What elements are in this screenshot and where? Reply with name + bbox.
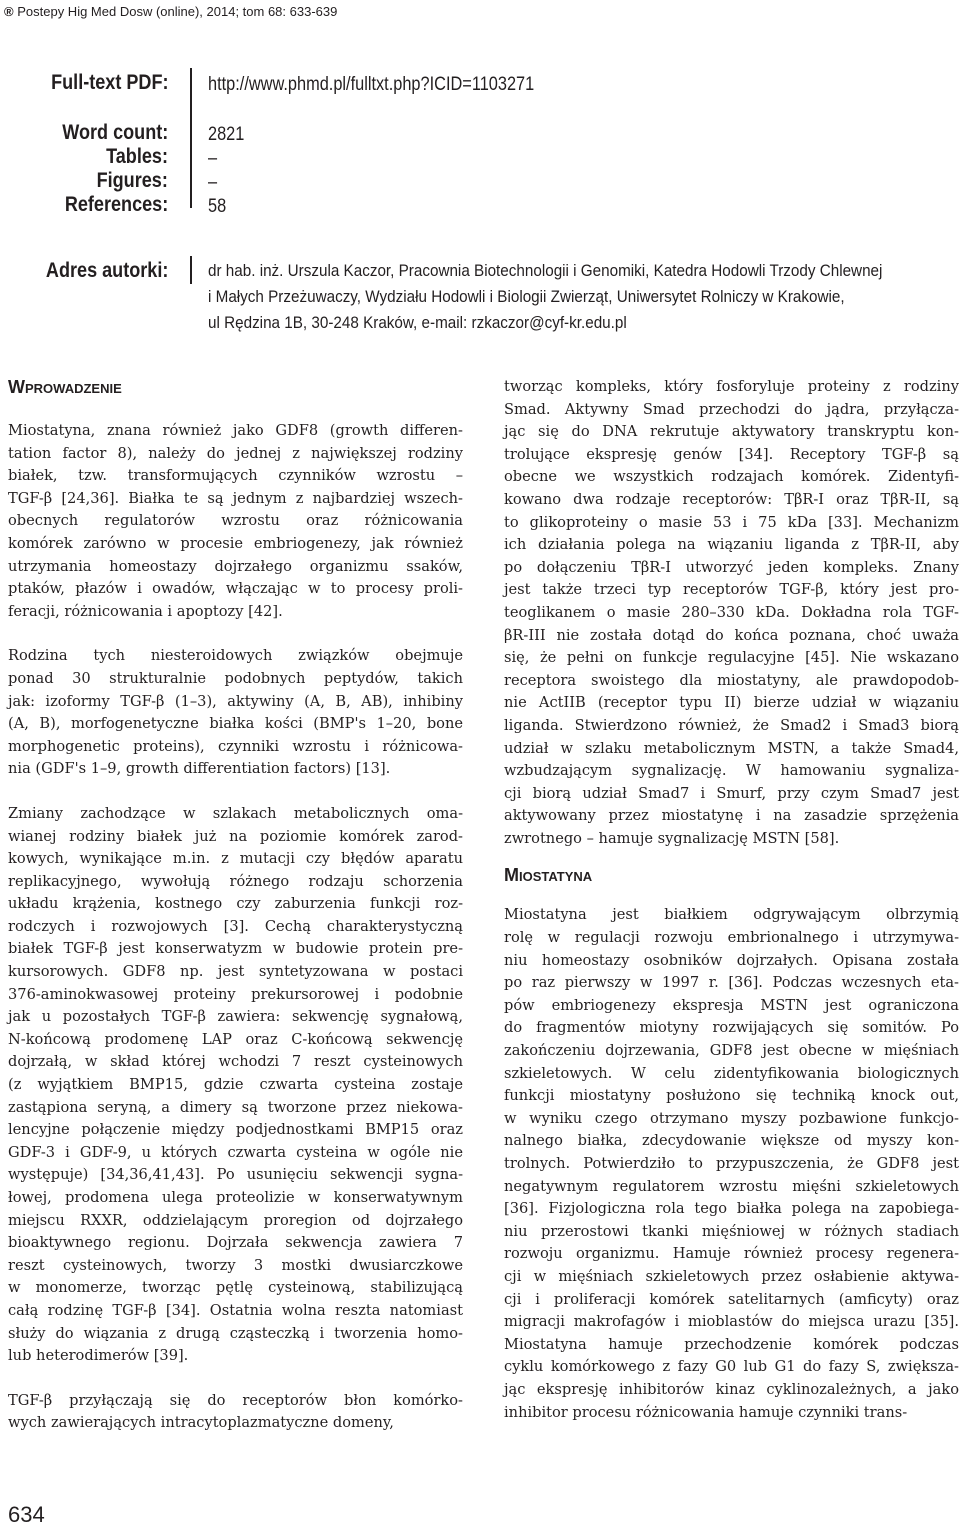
- text-line: Miostatyna jest białkiem odgrywającym olbrzymią: [504, 906, 959, 924]
- text-line: N-końcową prodomenę LAP oraz C-końcową sekwencję: [8, 1030, 463, 1048]
- section-heading-introduction: Wprowadzenie: [8, 377, 122, 397]
- text-line: kowano dwa rodzaje receptorów: TβR-I oraz TβR-II, są: [504, 490, 959, 508]
- address-divider: [190, 256, 192, 284]
- address-label: Adres autorki:: [45, 259, 168, 282]
- text-line: służy do wiązania z drugą cząsteczką i tworzenia homo-: [8, 1324, 463, 1342]
- text-line: trolnych. Potwierdziło to przypuszczenia, że GDF8 jest: [504, 1155, 959, 1172]
- journal-citation: Postepy Hig Med Dosw (online), 2014; tom 68: 633-639: [17, 4, 338, 19]
- left-column: [8, 376, 463, 1435]
- paragraph: [8, 803, 463, 1368]
- references-value: 58: [208, 196, 227, 217]
- references-label: References:: [64, 193, 168, 216]
- text-line: Smad. Aktywny Smad przechodzi do jądra, przyłącza-: [504, 400, 959, 418]
- paragraph: [504, 376, 959, 850]
- text-line: TGF-β [24,36]. Białka te są jednym z najbardziej wszech-: [8, 489, 463, 507]
- figures-value: –: [208, 172, 218, 193]
- registered-logo-icon: ®: [4, 4, 14, 19]
- address-line: i Małych Przeżuwaczy, Wydziału Hodowli i Biologii Zwierząt, Uniwersytet Rolniczy w Krakowie,: [208, 288, 845, 306]
- text-line: [36]. Fizjologiczna rola tego białka polega na zapobiega-: [504, 1200, 959, 1218]
- text-line: funkcji miostatyny posłużono się techniką knock out,: [504, 1087, 959, 1105]
- paragraph: [8, 420, 463, 623]
- text-line: 376-aminokwasowej proteiny prekursorowej i podobnie: [8, 985, 463, 1003]
- tables-label: Tables:: [106, 145, 168, 168]
- text-line: kowych, wynikające m.in. z mutacji czy błędów aparatu: [8, 850, 463, 868]
- page-number: 634: [8, 1502, 45, 1527]
- paragraph: [504, 904, 959, 1424]
- text-line: rozwoju organizmu. Hamuje również procesy regenera-: [504, 1245, 959, 1263]
- text-line: nia (GDF's 1–9, growth differentiation factors) [13].: [8, 760, 391, 778]
- text-line: Miostatyna, znana również jako GDF8 (growth differen-: [8, 422, 463, 439]
- text-line: morphogenetic proteins), czynniki wzrostu i różnicowa-: [8, 737, 463, 755]
- text-line: białek TGF-β jest konserwatyzm w budowie protein pre-: [8, 940, 463, 958]
- text-line: kursorowych. GDF8 np. jest syntetyzowana w postaci: [8, 963, 463, 981]
- text-line: wzbudzającym sygnalizację. W hamowaniu sygnaliza-: [504, 762, 959, 780]
- text-line: Rodzina tych niesteroidowych związków obejmuje: [8, 647, 463, 665]
- text-line: zastąpiona seryną, a dimery są tworzone przez niekowa-: [8, 1098, 463, 1116]
- text-line: obecnych regulatorów wzrostu oraz różnicowania: [8, 512, 463, 530]
- text-line: GDF-3 i GDF-9, u których czwarta cysteina w ogóle nie: [8, 1143, 463, 1161]
- text-line: Zmiany zachodzące w szlakach metabolicznych oma-: [8, 804, 463, 822]
- text-line: lencyjne połączenie między podjednostkami BMP15 oraz: [8, 1121, 463, 1139]
- text-line: jak u pozostałych TGF-β zawiera: sekwencję sygnałową,: [8, 1008, 463, 1026]
- text-line: βR-III nie została dotąd do końca poznana, choć uważa: [504, 626, 959, 644]
- journal-header: [4, 4, 337, 19]
- paragraph: [8, 645, 463, 781]
- text-line: wych zawierających intracytoplazmatyczne domeny,: [8, 1414, 394, 1432]
- text-line: migracji makrofagów i mioblastów do miejsca urazu [35].: [504, 1313, 959, 1331]
- text-line: negatywnym regulatorem wzrostu mięśni szkieletowych: [504, 1177, 959, 1195]
- paragraph: [8, 1390, 463, 1435]
- text-line: nie ActIIB (receptor typu II) bierze udział w wiązaniu: [504, 694, 959, 712]
- text-line: cji biorą udział Smad7 i Smurf, przy czym Smad7 jest: [504, 784, 959, 802]
- text-line: bioaktywnego regionu. Dojrzała sekwencja zawiera 7: [8, 1234, 463, 1252]
- text-line: cji w mięśniach szkieletowych przez osłabienie aktywa-: [504, 1267, 959, 1285]
- text-line: w monomerze, tworząc pętlę cysteinową, stabilizującą: [8, 1279, 463, 1297]
- text-line: inhibitor procesu różnicowania hamuje czynniki trans-: [504, 1403, 908, 1421]
- text-line: wianej rodziny białek już na poziomie komórek zarod-: [8, 827, 463, 845]
- text-line: dojrzałą, w skład której wchodzi 7 reszt cysteinowych: [8, 1053, 463, 1071]
- text-line: komórek zarówno w procesie embriogenezy, jak również: [8, 534, 463, 552]
- text-line: nalnego białka, zdecydowanie większe od myszy kon-: [504, 1132, 959, 1150]
- text-line: tation factor 8), należy do jednej z największej rodziny: [8, 444, 463, 462]
- text-line: niu homeostazy osobników dojrzałych. Opisana została: [504, 951, 959, 969]
- text-line: obecne we wszystkich rodzajach komórek. Zidentyfi-: [504, 468, 959, 486]
- text-line: Miostatyna hamuje przechodzenie komórek podczas: [504, 1335, 959, 1353]
- section-heading-myostatin: Miostatyna: [504, 865, 593, 886]
- fulltext-label: Full-text PDF:: [50, 71, 168, 94]
- text-line: trolujące ekspresję genów [34]. Receptory TGF-β są: [504, 445, 959, 463]
- text-line: aktywowany przez miostatynę i na zasadzie sprzężenia: [504, 807, 959, 825]
- wordcount-value: 2821: [208, 124, 245, 145]
- text-line: receptora swoistego dla miostatyny, ale prawdopodob-: [504, 671, 959, 689]
- text-line: (A, B), morfogenetyczne białka kości (BMP's 1–20, bone: [8, 715, 463, 733]
- figures-label: Figures:: [96, 169, 168, 192]
- meta-divider: [190, 68, 192, 208]
- text-line: feracji, różnicowania i apoptozy [42].: [8, 602, 283, 620]
- text-line: po dołączeniu TβR-I utworzyć jeden kompleks. Znany: [504, 558, 959, 576]
- fulltext-link[interactable]: http://www.phmd.pl/fulltxt.php?ICID=1103271: [208, 74, 535, 95]
- text-line: po raz pierwszy w 1997 r. [36]. Podczas wczesnych eta-: [504, 974, 959, 992]
- right-column: [504, 376, 959, 1424]
- text-line: jąc się do DNA rekrutuje aktywatory transkryptu kon-: [504, 423, 959, 441]
- text-line: układu krążenia, kostnego czy zaburzenia funkcji roz-: [8, 895, 463, 913]
- text-line: lub heterodimerów [39].: [8, 1347, 189, 1365]
- text-line: białek, tzw. transformujących czynników wzrostu –: [8, 467, 463, 485]
- address-line: ul Rędzina 1B, 30-248 Kraków, e-mail: rzkaczor@cyf-kr.edu.pl: [208, 314, 627, 332]
- address-line: dr hab. inż. Urszula Kaczor, Pracownia Biotechnologii i Genomiki, Katedra Hodowli Trzody Chlewnej: [208, 262, 883, 280]
- text-line: cyklu komórkowego z fazy G0 lub G1 do fazy S, zwiększa-: [504, 1358, 959, 1376]
- text-line: jest także trzeci typ receptorów TGF-β, który jest pro-: [504, 581, 959, 599]
- text-line: to glikoproteiny o masie 53 i 75 kDa [33]. Mechanizm: [504, 513, 959, 531]
- text-line: łowej, prodomena ulega proteolizie w konserwatywnym: [8, 1189, 463, 1206]
- text-line: utrzymania homeostazy dojrzałego organizmu ssaków,: [8, 557, 463, 575]
- text-line: replikacyjnego, wywołują różnego rodzaju schorzenia: [8, 872, 463, 890]
- text-line: zakończeniu dojrzewania, GDF8 jest obecne w mięśniach: [504, 1042, 959, 1060]
- text-line: rolę w regulacji rozwoju embrionalnego i utrzymywa-: [504, 929, 959, 947]
- text-line: rodczych i rozwojowych [3]. Cechą charakterystyczną: [8, 917, 463, 935]
- wordcount-label: Word count:: [61, 121, 168, 144]
- text-line: w wyniku czego otrzymano myszy pozbawione funkcjo-: [504, 1109, 959, 1127]
- text-line: zwrotnego – hamuje sygnalizację MSTN [58].: [504, 829, 840, 847]
- text-line: się, że pełni on funkcje regulacyjne [45]. Nie wskazano: [504, 649, 959, 667]
- text-line: ich działania polega na wiązaniu liganda z TβR-II, aby: [504, 536, 959, 554]
- text-line: cji i proliferacji komórek satelitarnych (amficyty) oraz: [504, 1290, 959, 1308]
- text-line: reszt cysteinowych, tworzy 3 mostki dwusiarczkowe: [8, 1256, 463, 1274]
- text-line: pów embriogenezy ekspresja MSTN jest ograniczona: [504, 996, 959, 1014]
- text-line: liganda. Stwierdzono również, że Smad2 i Smad3 biorą: [504, 716, 959, 734]
- text-line: jąc ekspresję inhibitorów kinaz cyklinozależnych, a jako: [504, 1380, 959, 1398]
- text-line: szkieletowych. W celu zidentyfikowania biologicznych: [504, 1064, 959, 1082]
- text-line: do fragmentów miotyny rozwijających się somitów. Po: [504, 1019, 959, 1037]
- text-line: TGF-β przyłączają się do receptorów błon komórko-: [8, 1391, 463, 1409]
- text-line: tworząc kompleks, który fosforyluje proteiny z rodziny: [504, 378, 959, 395]
- text-line: udział w szlaku metabolicznym MSTN, a także Smad4,: [504, 739, 959, 757]
- tables-value: –: [208, 148, 218, 169]
- text-line: występuje) [34,36,41,43]. Po usunięciu sekwencji sygna-: [8, 1166, 463, 1184]
- text-line: miejscu RXXR, oddzielającym proregion od dojrzałego: [8, 1211, 463, 1229]
- text-line: (z wyjątkiem BMP15, gdzie czwarta cysteina zostaje: [8, 1076, 463, 1094]
- text-line: całą rodzinę TGF-β [34]. Ostatnia wolna reszta natomiast: [8, 1301, 463, 1319]
- text-line: niu przerostowi tkanki mięśniowej w różnych stadiach: [504, 1222, 959, 1240]
- text-line: ponad 30 strukturalnie podobnych peptydów, takich: [8, 669, 463, 687]
- text-line: jak: izoformy TGF-β (1–3), aktywiny (A, B, AB), inhibiny: [8, 692, 463, 710]
- text-line: teoglikanem o masie 280–330 kDa. Dokładna rola TGF-: [504, 603, 959, 621]
- text-line: ptaków, płazów i owadów, włączając w to procesy proli-: [8, 580, 463, 598]
